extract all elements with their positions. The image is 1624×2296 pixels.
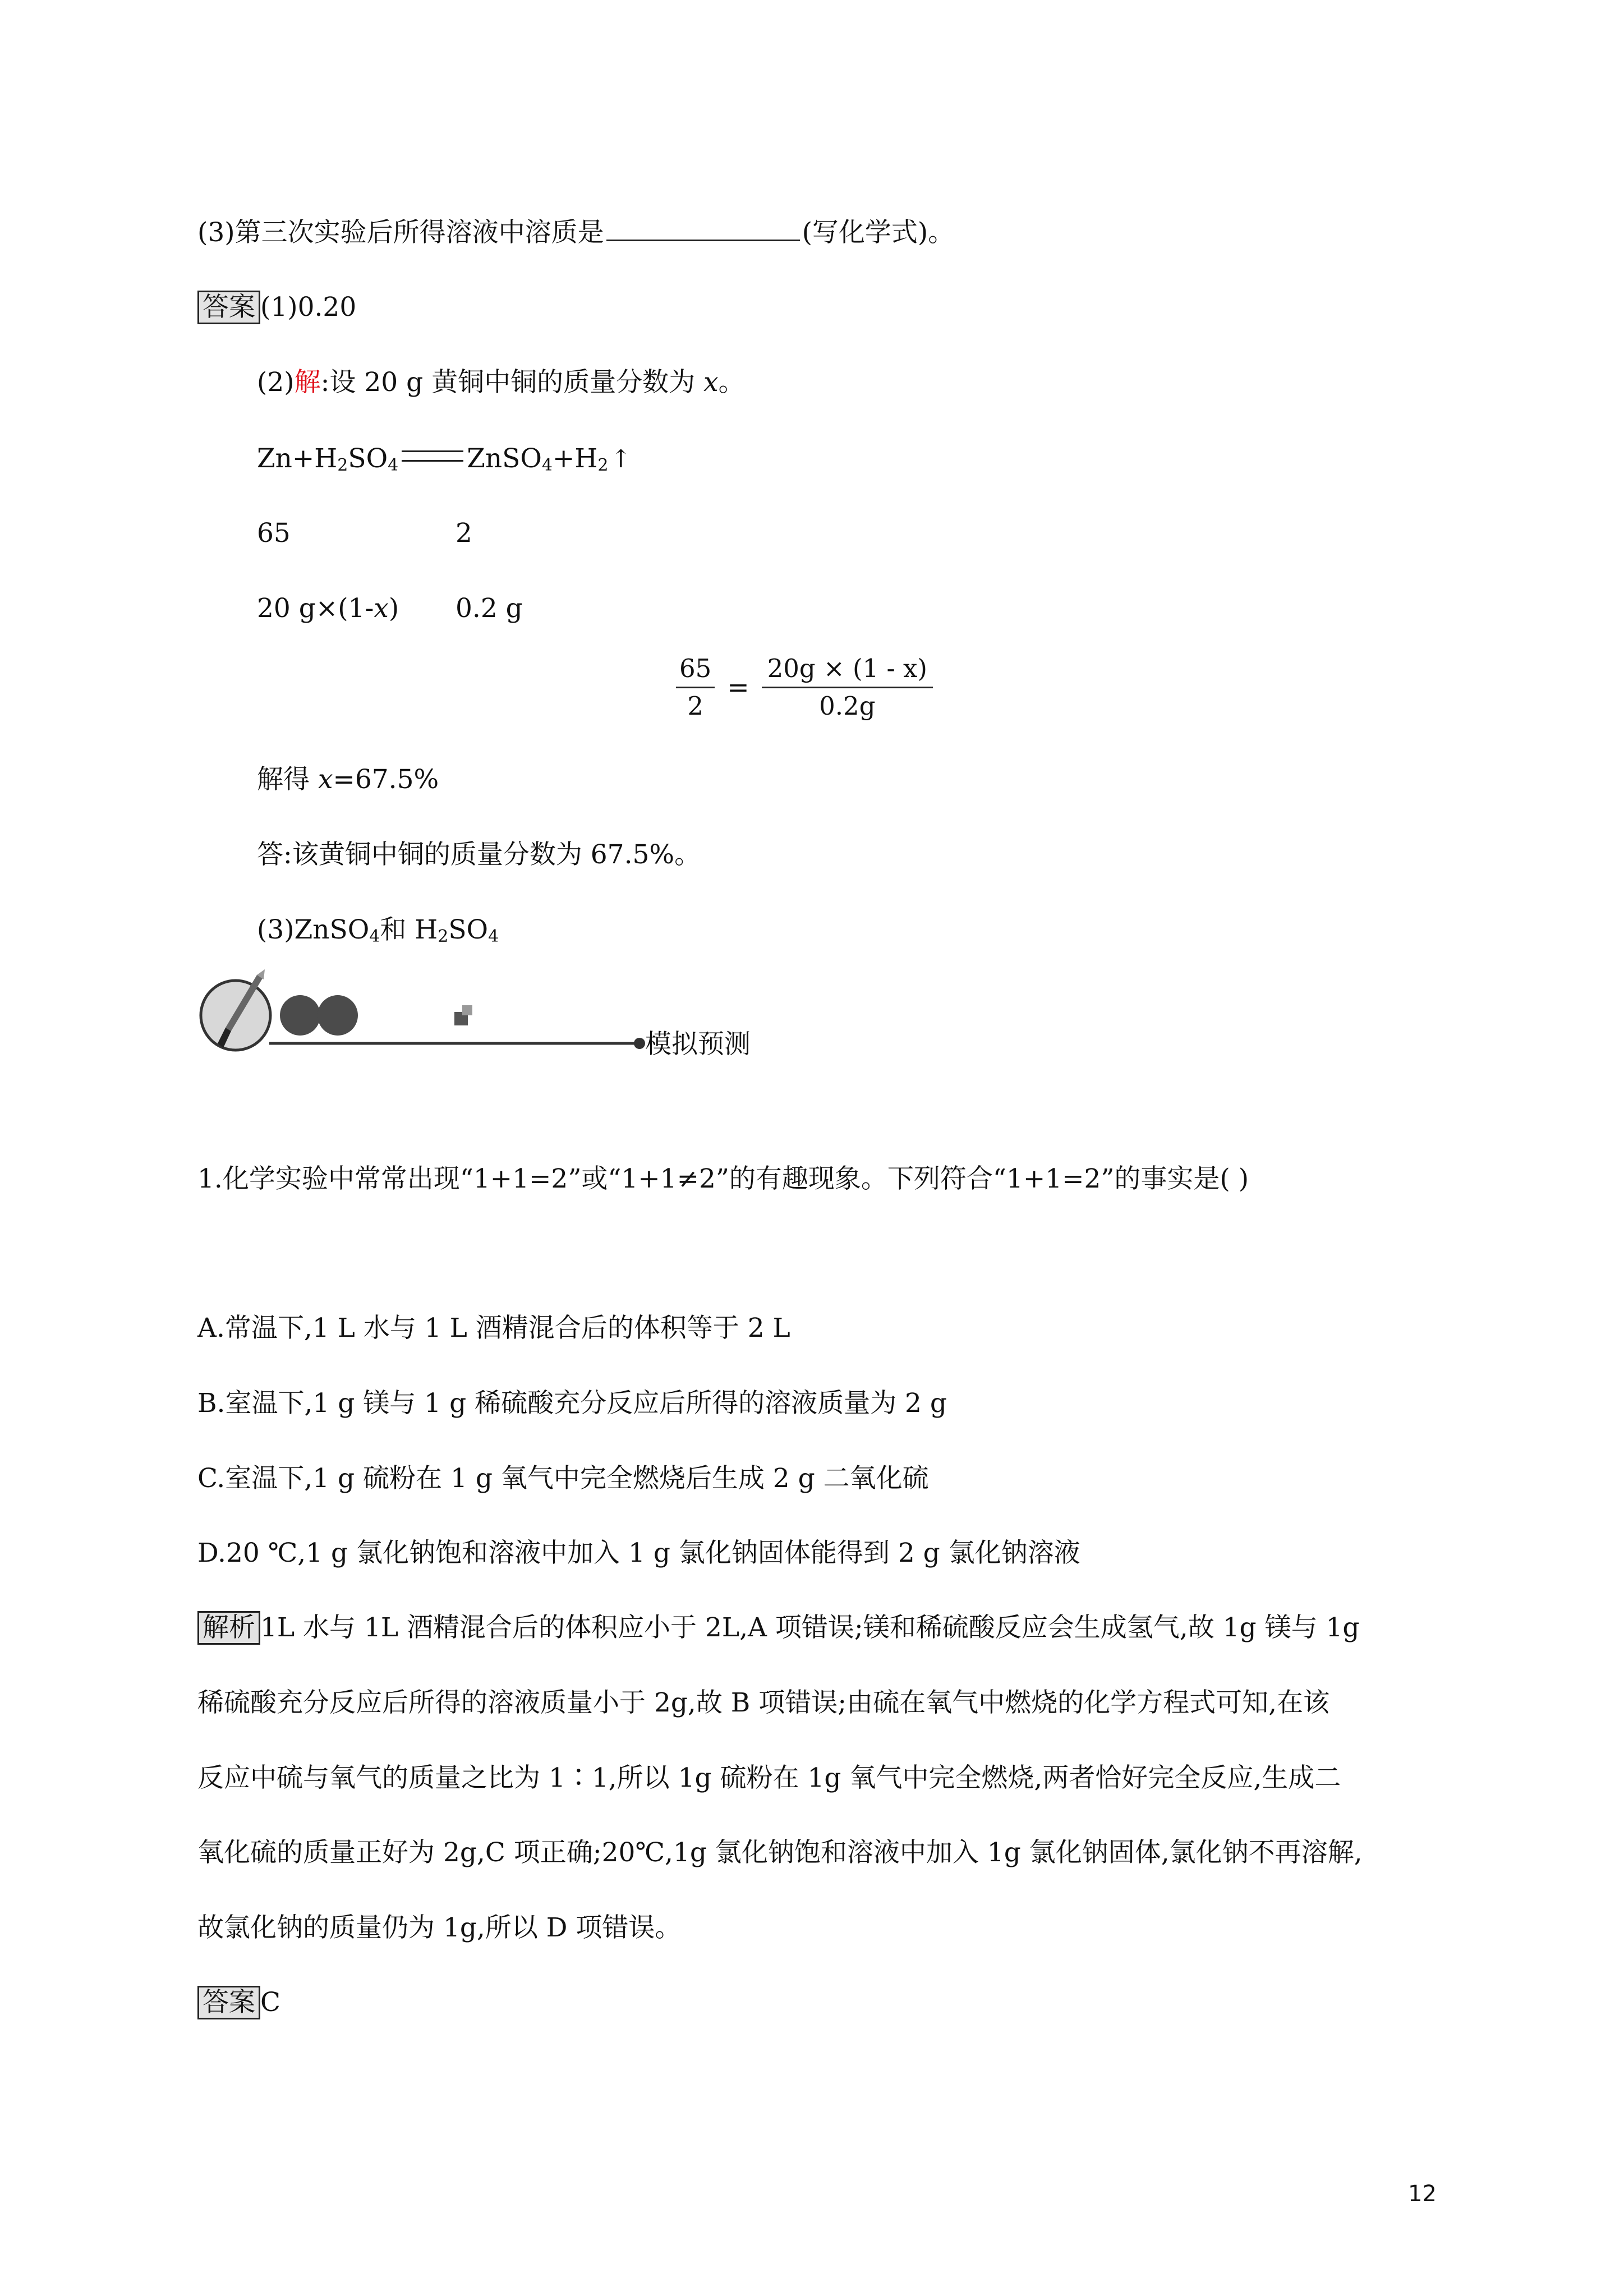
eq-sub-4b: 4 <box>541 455 553 475</box>
answer-block-1 <box>197 291 356 324</box>
option-c: C.室温下,1 g 硫粉在 1 g 氧气中完全燃烧后生成 2 g 二氧化硫 <box>197 1463 929 1494</box>
solve-label: 解 <box>294 367 321 398</box>
q3-prompt-suffix: (写化学式)。 <box>802 217 955 248</box>
final-answer-tag: 答案 <box>197 1986 260 2019</box>
section-title: 模拟预测 <box>645 1029 751 1060</box>
variable-x: x <box>703 367 719 398</box>
answer-blank <box>606 217 800 241</box>
result-var: x <box>318 764 333 795</box>
final-answer-block <box>197 1986 280 2019</box>
fraction-left-numerator: 65 <box>679 654 712 683</box>
ratio-row-2-right: 0.2 g <box>456 593 523 624</box>
answer-tag: 答案 <box>197 291 260 324</box>
question-1-stem: 1.化学实验中常常出现“1+1=2”或“1+1≠2”的有趣现象。下列符合“1+1=2”的事实是( ) <box>197 1163 1249 1194</box>
ratio-row-1-left: 65 <box>257 518 291 549</box>
final-answer-value: C <box>260 1987 280 2018</box>
answer-2-prefix: (2) <box>257 367 295 398</box>
answer-2-text: :设 20 g 黄铜中铜的质量分数为 <box>320 367 704 398</box>
answer-2-end: 。 <box>718 367 745 398</box>
option-b: B.室温下,1 g 镁与 1 g 稀硫酸充分反应后所得的溶液质量为 2 g <box>197 1388 947 1419</box>
answer-2-intro <box>257 366 745 399</box>
answer-3-sub-4: 4 <box>369 927 380 946</box>
eq-so: SO <box>348 443 388 474</box>
analysis-line-5: 故氯化钠的质量仍为 1g,所以 D 项错误。 <box>197 1912 682 1943</box>
ratio-row-2-left-b: ) <box>388 593 399 624</box>
analysis-text-1: 1L 水与 1L 酒精混合后的体积应小于 2L,A 项错误;镁和稀硫酸反应会生成氢气,故 1g 镁与 1g <box>260 1612 1360 1643</box>
fraction-equals: = <box>727 671 749 703</box>
eq-product-znso: ZnSO <box>467 443 542 474</box>
gas-arrow-icon: ↑ <box>610 445 632 473</box>
analysis-line-2: 稀硫酸充分反应后所得的溶液质量小于 2g,故 B 项错误;由硫在氧气中燃烧的化学方程式可知,在该 <box>197 1687 1330 1718</box>
answer-1-text: (1)0.20 <box>260 292 357 323</box>
answer-3 <box>257 913 499 954</box>
page-number: 12 <box>1408 2181 1437 2207</box>
fraction-left <box>676 651 715 724</box>
analysis-line-3: 反应中硫与氧气的质量之比为 1∶1,所以 1g 硫粉在 1g 氧气中完全燃烧,两者恰好完全反应,生成二 <box>197 1763 1341 1793</box>
result-prefix: 解得 <box>257 764 318 795</box>
analysis-tag: 解析 <box>197 1611 260 1645</box>
result-value: =67.5% <box>333 764 439 795</box>
answer-statement: 答:该黄铜中铜的质量分数为 67.5%。 <box>257 839 701 870</box>
fraction-right-numerator: 20g × (1 - x) <box>767 654 927 683</box>
answer-3-sub-4b: 4 <box>488 927 499 946</box>
eq-reactant-zn-h: Zn+H <box>257 443 338 474</box>
eq-product-h: +H <box>552 443 598 474</box>
chemical-equation <box>257 442 631 482</box>
answer-3-sub-2: 2 <box>438 927 449 946</box>
eq-sub-2: 2 <box>337 455 348 475</box>
q3-prompt <box>197 216 954 250</box>
ratio-row-2-left-a: 20 g×(1- <box>257 593 374 624</box>
q3-prompt-prefix: (3)第三次实验后所得溶液中溶质是 <box>197 217 604 248</box>
answer-3-mid: 和 H <box>380 914 438 945</box>
eq-sub-4: 4 <box>388 455 399 475</box>
fraction-left-denominator: 2 <box>687 691 703 721</box>
answer-3-prefix: (3)ZnSO <box>257 914 370 945</box>
fraction-right <box>762 651 933 724</box>
eq-sub-2b: 2 <box>597 455 609 475</box>
option-d: D.20 ℃,1 g 氯化钠饱和溶液中加入 1 g 氯化钠固体能得到 2 g 氯化钠溶液 <box>197 1538 1080 1568</box>
equals-double-line <box>402 450 463 462</box>
fraction-right-denominator: 0.2g <box>819 691 876 721</box>
analysis-line-1 <box>197 1611 1360 1645</box>
ratio-row-2-var: x <box>374 593 389 624</box>
ratio-row-1-right: 2 <box>456 518 472 549</box>
answer-3-so: SO <box>448 914 489 945</box>
analysis-line-4: 氧化硫的质量正好为 2g,C 项正确;20℃,1g 氯化钠饱和溶液中加入 1g 氯化钠固体,氯化钠不再溶解, <box>197 1837 1363 1868</box>
ratio-row-2-left <box>257 592 399 625</box>
solution-result <box>257 763 439 797</box>
option-a: A.常温下,1 L 水与 1 L 酒精混合后的体积等于 2 L <box>197 1313 790 1343</box>
fraction-equation <box>676 651 933 724</box>
